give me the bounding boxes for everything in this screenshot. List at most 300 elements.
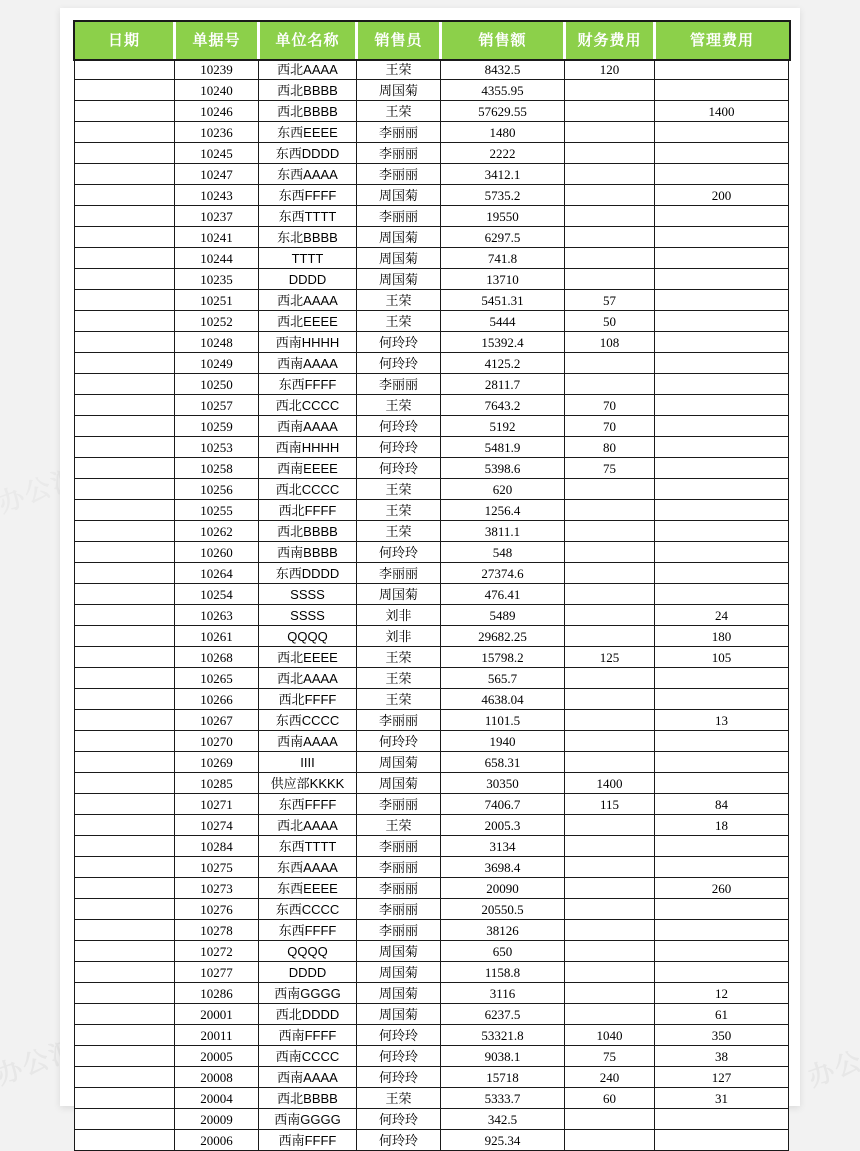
cell-mgmt[interactable]: 1400 (655, 101, 789, 122)
cell-unit[interactable]: 西北AAAA (259, 59, 357, 80)
cell-finance[interactable] (565, 374, 655, 395)
cell-doc[interactable]: 10260 (175, 542, 259, 563)
cell-mgmt[interactable] (655, 731, 789, 752)
cell-amount[interactable]: 658.31 (441, 752, 565, 773)
cell-date[interactable] (75, 794, 175, 815)
cell-date[interactable] (75, 563, 175, 584)
cell-unit[interactable]: 东西FFFF (259, 185, 357, 206)
cell-date[interactable] (75, 1088, 175, 1109)
cell-date[interactable] (75, 80, 175, 101)
cell-date[interactable] (75, 836, 175, 857)
cell-amount[interactable]: 5398.6 (441, 458, 565, 479)
cell-doc[interactable]: 10269 (175, 752, 259, 773)
cell-amount[interactable]: 1158.8 (441, 962, 565, 983)
cell-mgmt[interactable] (655, 479, 789, 500)
cell-finance[interactable] (565, 962, 655, 983)
cell-date[interactable] (75, 1025, 175, 1046)
cell-amount[interactable]: 1940 (441, 731, 565, 752)
cell-sales[interactable]: 李丽丽 (357, 836, 441, 857)
cell-finance[interactable]: 70 (565, 416, 655, 437)
cell-unit[interactable]: 西北AAAA (259, 668, 357, 689)
cell-doc[interactable]: 10272 (175, 941, 259, 962)
cell-date[interactable] (75, 1109, 175, 1130)
cell-date[interactable] (75, 248, 175, 269)
cell-finance[interactable] (565, 836, 655, 857)
cell-date[interactable] (75, 1046, 175, 1067)
cell-doc[interactable]: 20001 (175, 1004, 259, 1025)
cell-unit[interactable]: 东西CCCC (259, 710, 357, 731)
cell-doc[interactable]: 10249 (175, 353, 259, 374)
cell-amount[interactable]: 20090 (441, 878, 565, 899)
cell-finance[interactable] (565, 521, 655, 542)
cell-mgmt[interactable]: 61 (655, 1004, 789, 1025)
cell-amount[interactable]: 2222 (441, 143, 565, 164)
cell-mgmt[interactable] (655, 584, 789, 605)
cell-sales[interactable]: 周国菊 (357, 185, 441, 206)
cell-amount[interactable]: 5481.9 (441, 437, 565, 458)
cell-amount[interactable]: 3811.1 (441, 521, 565, 542)
cell-finance[interactable] (565, 80, 655, 101)
cell-date[interactable] (75, 1067, 175, 1088)
cell-finance[interactable]: 108 (565, 332, 655, 353)
cell-sales[interactable]: 王荣 (357, 479, 441, 500)
cell-unit[interactable]: 西北CCCC (259, 395, 357, 416)
cell-date[interactable] (75, 857, 175, 878)
cell-unit[interactable]: 西南FFFF (259, 1130, 357, 1151)
cell-amount[interactable]: 57629.55 (441, 101, 565, 122)
cell-amount[interactable]: 9038.1 (441, 1046, 565, 1067)
cell-amount[interactable]: 3412.1 (441, 164, 565, 185)
cell-unit[interactable]: 西北FFFF (259, 500, 357, 521)
cell-sales[interactable]: 何玲玲 (357, 1067, 441, 1088)
cell-sales[interactable]: 李丽丽 (357, 899, 441, 920)
cell-unit[interactable]: 西南AAAA (259, 731, 357, 752)
cell-sales[interactable]: 周国菊 (357, 584, 441, 605)
cell-mgmt[interactable]: 31 (655, 1088, 789, 1109)
cell-date[interactable] (75, 941, 175, 962)
cell-finance[interactable] (565, 731, 655, 752)
cell-amount[interactable]: 20550.5 (441, 899, 565, 920)
cell-sales[interactable]: 周国菊 (357, 752, 441, 773)
cell-unit[interactable]: 西南AAAA (259, 416, 357, 437)
cell-unit[interactable]: 西北AAAA (259, 290, 357, 311)
cell-mgmt[interactable] (655, 437, 789, 458)
cell-date[interactable] (75, 353, 175, 374)
cell-doc[interactable]: 10266 (175, 689, 259, 710)
cell-amount[interactable]: 8432.5 (441, 59, 565, 80)
cell-mgmt[interactable] (655, 668, 789, 689)
cell-sales[interactable]: 李丽丽 (357, 164, 441, 185)
cell-unit[interactable]: 东西FFFF (259, 794, 357, 815)
cell-unit[interactable]: SSSS (259, 605, 357, 626)
cell-date[interactable] (75, 521, 175, 542)
cell-unit[interactable]: 西北AAAA (259, 815, 357, 836)
cell-amount[interactable]: 476.41 (441, 584, 565, 605)
cell-sales[interactable]: 何玲玲 (357, 1046, 441, 1067)
cell-doc[interactable]: 10257 (175, 395, 259, 416)
cell-doc[interactable]: 10262 (175, 521, 259, 542)
cell-mgmt[interactable]: 180 (655, 626, 789, 647)
cell-amount[interactable]: 565.7 (441, 668, 565, 689)
cell-mgmt[interactable] (655, 542, 789, 563)
cell-doc[interactable]: 20009 (175, 1109, 259, 1130)
cell-mgmt[interactable] (655, 248, 789, 269)
cell-finance[interactable]: 1040 (565, 1025, 655, 1046)
cell-mgmt[interactable] (655, 290, 789, 311)
cell-date[interactable] (75, 626, 175, 647)
cell-date[interactable] (75, 542, 175, 563)
cell-amount[interactable]: 1256.4 (441, 500, 565, 521)
cell-mgmt[interactable] (655, 899, 789, 920)
cell-finance[interactable] (565, 899, 655, 920)
cell-mgmt[interactable] (655, 1109, 789, 1130)
cell-sales[interactable]: 王荣 (357, 395, 441, 416)
cell-doc[interactable]: 10235 (175, 269, 259, 290)
cell-doc[interactable]: 10239 (175, 59, 259, 80)
cell-unit[interactable]: 西南AAAA (259, 1067, 357, 1088)
cell-amount[interactable]: 5451.31 (441, 290, 565, 311)
cell-finance[interactable] (565, 563, 655, 584)
cell-unit[interactable]: 西北FFFF (259, 689, 357, 710)
cell-date[interactable] (75, 920, 175, 941)
cell-finance[interactable] (565, 122, 655, 143)
cell-mgmt[interactable] (655, 227, 789, 248)
cell-date[interactable] (75, 752, 175, 773)
cell-amount[interactable]: 5192 (441, 416, 565, 437)
cell-date[interactable] (75, 668, 175, 689)
cell-amount[interactable]: 29682.25 (441, 626, 565, 647)
cell-sales[interactable]: 李丽丽 (357, 794, 441, 815)
cell-mgmt[interactable] (655, 521, 789, 542)
cell-mgmt[interactable]: 127 (655, 1067, 789, 1088)
cell-sales[interactable]: 何玲玲 (357, 1025, 441, 1046)
cell-finance[interactable] (565, 983, 655, 1004)
cell-amount[interactable]: 4355.95 (441, 80, 565, 101)
cell-doc[interactable]: 10264 (175, 563, 259, 584)
cell-sales[interactable]: 李丽丽 (357, 374, 441, 395)
cell-sales[interactable]: 李丽丽 (357, 710, 441, 731)
cell-unit[interactable]: 西北BBBB (259, 80, 357, 101)
cell-sales[interactable]: 王荣 (357, 101, 441, 122)
cell-doc[interactable]: 10284 (175, 836, 259, 857)
cell-doc[interactable]: 10254 (175, 584, 259, 605)
cell-mgmt[interactable] (655, 941, 789, 962)
cell-finance[interactable] (565, 227, 655, 248)
cell-doc[interactable]: 10243 (175, 185, 259, 206)
cell-doc[interactable]: 10259 (175, 416, 259, 437)
cell-sales[interactable]: 李丽丽 (357, 563, 441, 584)
cell-unit[interactable]: 东北BBBB (259, 227, 357, 248)
cell-mgmt[interactable] (655, 353, 789, 374)
cell-mgmt[interactable]: 260 (655, 878, 789, 899)
cell-finance[interactable] (565, 584, 655, 605)
cell-sales[interactable]: 刘非 (357, 605, 441, 626)
column-header-amount[interactable]: 销售额 (441, 22, 565, 59)
cell-finance[interactable]: 75 (565, 458, 655, 479)
cell-finance[interactable] (565, 941, 655, 962)
cell-mgmt[interactable]: 18 (655, 815, 789, 836)
cell-sales[interactable]: 何玲玲 (357, 1109, 441, 1130)
cell-doc[interactable]: 10236 (175, 122, 259, 143)
cell-date[interactable] (75, 500, 175, 521)
cell-mgmt[interactable] (655, 416, 789, 437)
cell-amount[interactable]: 15718 (441, 1067, 565, 1088)
cell-doc[interactable]: 10244 (175, 248, 259, 269)
cell-date[interactable] (75, 815, 175, 836)
cell-unit[interactable]: DDDD (259, 269, 357, 290)
cell-sales[interactable]: 周国菊 (357, 941, 441, 962)
cell-doc[interactable]: 10286 (175, 983, 259, 1004)
cell-unit[interactable]: 东西FFFF (259, 920, 357, 941)
cell-unit[interactable]: 西北CCCC (259, 479, 357, 500)
cell-date[interactable] (75, 59, 175, 80)
cell-finance[interactable]: 75 (565, 1046, 655, 1067)
cell-doc[interactable]: 10247 (175, 164, 259, 185)
cell-mgmt[interactable] (655, 1130, 789, 1151)
cell-doc[interactable]: 10255 (175, 500, 259, 521)
cell-sales[interactable]: 王荣 (357, 647, 441, 668)
cell-date[interactable] (75, 899, 175, 920)
cell-unit[interactable]: 西北EEEE (259, 311, 357, 332)
cell-finance[interactable] (565, 542, 655, 563)
cell-unit[interactable]: 西北BBBB (259, 1088, 357, 1109)
cell-date[interactable] (75, 983, 175, 1004)
cell-unit[interactable]: 西北BBBB (259, 521, 357, 542)
cell-finance[interactable] (565, 1109, 655, 1130)
cell-unit[interactable]: 西北BBBB (259, 101, 357, 122)
cell-finance[interactable] (565, 500, 655, 521)
cell-mgmt[interactable]: 24 (655, 605, 789, 626)
cell-mgmt[interactable] (655, 500, 789, 521)
cell-date[interactable] (75, 731, 175, 752)
cell-doc[interactable]: 10276 (175, 899, 259, 920)
cell-amount[interactable]: 4125.2 (441, 353, 565, 374)
cell-date[interactable] (75, 458, 175, 479)
cell-finance[interactable] (565, 626, 655, 647)
cell-sales[interactable]: 周国菊 (357, 269, 441, 290)
cell-amount[interactable]: 925.34 (441, 1130, 565, 1151)
cell-amount[interactable]: 7406.7 (441, 794, 565, 815)
cell-mgmt[interactable] (655, 857, 789, 878)
cell-doc[interactable]: 10268 (175, 647, 259, 668)
cell-finance[interactable] (565, 164, 655, 185)
cell-amount[interactable]: 5333.7 (441, 1088, 565, 1109)
cell-amount[interactable]: 53321.8 (441, 1025, 565, 1046)
cell-amount[interactable]: 3134 (441, 836, 565, 857)
cell-mgmt[interactable]: 12 (655, 983, 789, 1004)
cell-date[interactable] (75, 374, 175, 395)
cell-unit[interactable]: 东西CCCC (259, 899, 357, 920)
cell-mgmt[interactable]: 13 (655, 710, 789, 731)
cell-amount[interactable]: 1101.5 (441, 710, 565, 731)
cell-sales[interactable]: 何玲玲 (357, 458, 441, 479)
cell-mgmt[interactable] (655, 332, 789, 353)
cell-finance[interactable] (565, 269, 655, 290)
cell-doc[interactable]: 10253 (175, 437, 259, 458)
column-header-doc[interactable]: 单据号 (175, 22, 259, 59)
cell-doc[interactable]: 10251 (175, 290, 259, 311)
cell-finance[interactable] (565, 143, 655, 164)
cell-date[interactable] (75, 437, 175, 458)
cell-sales[interactable]: 王荣 (357, 1088, 441, 1109)
cell-finance[interactable] (565, 185, 655, 206)
cell-finance[interactable] (565, 353, 655, 374)
cell-amount[interactable]: 548 (441, 542, 565, 563)
cell-doc[interactable]: 20005 (175, 1046, 259, 1067)
cell-sales[interactable]: 王荣 (357, 815, 441, 836)
cell-doc[interactable]: 10278 (175, 920, 259, 941)
cell-finance[interactable] (565, 605, 655, 626)
cell-unit[interactable]: IIII (259, 752, 357, 773)
column-header-sales[interactable]: 销售员 (357, 22, 441, 59)
cell-date[interactable] (75, 605, 175, 626)
cell-mgmt[interactable] (655, 59, 789, 80)
cell-date[interactable] (75, 647, 175, 668)
cell-doc[interactable]: 10261 (175, 626, 259, 647)
cell-doc[interactable]: 10258 (175, 458, 259, 479)
cell-date[interactable] (75, 143, 175, 164)
cell-finance[interactable] (565, 815, 655, 836)
cell-amount[interactable]: 650 (441, 941, 565, 962)
cell-finance[interactable]: 60 (565, 1088, 655, 1109)
cell-amount[interactable]: 3698.4 (441, 857, 565, 878)
cell-finance[interactable] (565, 1130, 655, 1151)
cell-finance[interactable]: 1400 (565, 773, 655, 794)
cell-finance[interactable]: 120 (565, 59, 655, 80)
cell-unit[interactable]: 供应部KKKK (259, 773, 357, 794)
cell-doc[interactable]: 10248 (175, 332, 259, 353)
cell-sales[interactable]: 周国菊 (357, 227, 441, 248)
cell-amount[interactable]: 38126 (441, 920, 565, 941)
cell-date[interactable] (75, 1004, 175, 1025)
cell-date[interactable] (75, 479, 175, 500)
cell-sales[interactable]: 李丽丽 (357, 143, 441, 164)
cell-date[interactable] (75, 332, 175, 353)
cell-sales[interactable]: 王荣 (357, 311, 441, 332)
cell-unit[interactable]: 西南HHHH (259, 437, 357, 458)
cell-amount[interactable]: 7643.2 (441, 395, 565, 416)
cell-finance[interactable] (565, 920, 655, 941)
cell-doc[interactable]: 10250 (175, 374, 259, 395)
cell-unit[interactable]: 西南GGGG (259, 1109, 357, 1130)
cell-unit[interactable]: 东西DDDD (259, 143, 357, 164)
cell-sales[interactable]: 何玲玲 (357, 353, 441, 374)
cell-sales[interactable]: 周国菊 (357, 1004, 441, 1025)
cell-unit[interactable]: 东西EEEE (259, 878, 357, 899)
cell-doc[interactable]: 10277 (175, 962, 259, 983)
cell-unit[interactable]: 西南AAAA (259, 353, 357, 374)
cell-amount[interactable]: 6297.5 (441, 227, 565, 248)
cell-mgmt[interactable] (655, 689, 789, 710)
cell-date[interactable] (75, 185, 175, 206)
cell-doc[interactable]: 10271 (175, 794, 259, 815)
cell-unit[interactable]: SSSS (259, 584, 357, 605)
cell-mgmt[interactable] (655, 962, 789, 983)
cell-finance[interactable] (565, 1004, 655, 1025)
cell-unit[interactable]: 西南HHHH (259, 332, 357, 353)
cell-sales[interactable]: 王荣 (357, 668, 441, 689)
cell-unit[interactable]: 东西AAAA (259, 164, 357, 185)
cell-mgmt[interactable] (655, 164, 789, 185)
cell-unit[interactable]: 西北EEEE (259, 647, 357, 668)
cell-date[interactable] (75, 122, 175, 143)
cell-amount[interactable]: 15392.4 (441, 332, 565, 353)
cell-mgmt[interactable] (655, 773, 789, 794)
cell-mgmt[interactable] (655, 80, 789, 101)
cell-amount[interactable]: 342.5 (441, 1109, 565, 1130)
cell-amount[interactable]: 741.8 (441, 248, 565, 269)
cell-doc[interactable]: 10270 (175, 731, 259, 752)
cell-finance[interactable] (565, 857, 655, 878)
cell-sales[interactable]: 王荣 (357, 500, 441, 521)
cell-unit[interactable]: 东西TTTT (259, 836, 357, 857)
cell-doc[interactable]: 20006 (175, 1130, 259, 1151)
cell-date[interactable] (75, 290, 175, 311)
cell-date[interactable] (75, 584, 175, 605)
cell-sales[interactable]: 李丽丽 (357, 206, 441, 227)
cell-amount[interactable]: 27374.6 (441, 563, 565, 584)
cell-finance[interactable] (565, 878, 655, 899)
cell-amount[interactable]: 19550 (441, 206, 565, 227)
cell-amount[interactable]: 2005.3 (441, 815, 565, 836)
cell-unit[interactable]: 东西AAAA (259, 857, 357, 878)
cell-finance[interactable]: 115 (565, 794, 655, 815)
column-header-mgmt[interactable]: 管理费用 (655, 22, 789, 59)
cell-mgmt[interactable] (655, 458, 789, 479)
cell-mgmt[interactable] (655, 836, 789, 857)
column-header-unit[interactable]: 单位名称 (259, 22, 357, 59)
cell-date[interactable] (75, 878, 175, 899)
cell-mgmt[interactable]: 84 (655, 794, 789, 815)
cell-unit[interactable]: QQQQ (259, 626, 357, 647)
cell-amount[interactable]: 30350 (441, 773, 565, 794)
cell-finance[interactable] (565, 101, 655, 122)
cell-sales[interactable]: 周国菊 (357, 773, 441, 794)
cell-mgmt[interactable] (655, 395, 789, 416)
cell-unit[interactable]: QQQQ (259, 941, 357, 962)
cell-date[interactable] (75, 269, 175, 290)
cell-sales[interactable]: 何玲玲 (357, 731, 441, 752)
cell-mgmt[interactable] (655, 563, 789, 584)
cell-finance[interactable] (565, 479, 655, 500)
cell-doc[interactable]: 10246 (175, 101, 259, 122)
cell-sales[interactable]: 周国菊 (357, 80, 441, 101)
cell-date[interactable] (75, 164, 175, 185)
cell-sales[interactable]: 李丽丽 (357, 920, 441, 941)
cell-finance[interactable] (565, 752, 655, 773)
cell-sales[interactable]: 李丽丽 (357, 878, 441, 899)
cell-unit[interactable]: TTTT (259, 248, 357, 269)
cell-amount[interactable]: 5735.2 (441, 185, 565, 206)
cell-sales[interactable]: 李丽丽 (357, 122, 441, 143)
cell-mgmt[interactable] (655, 311, 789, 332)
cell-sales[interactable]: 何玲玲 (357, 1130, 441, 1151)
cell-date[interactable] (75, 395, 175, 416)
cell-unit[interactable]: 西南CCCC (259, 1046, 357, 1067)
cell-amount[interactable]: 13710 (441, 269, 565, 290)
cell-unit[interactable]: 西南BBBB (259, 542, 357, 563)
cell-finance[interactable] (565, 206, 655, 227)
cell-doc[interactable]: 10245 (175, 143, 259, 164)
cell-mgmt[interactable] (655, 752, 789, 773)
cell-doc[interactable]: 10274 (175, 815, 259, 836)
cell-doc[interactable]: 20004 (175, 1088, 259, 1109)
cell-doc[interactable]: 10265 (175, 668, 259, 689)
cell-sales[interactable]: 王荣 (357, 290, 441, 311)
cell-unit[interactable]: 东西TTTT (259, 206, 357, 227)
cell-finance[interactable] (565, 710, 655, 731)
cell-amount[interactable]: 3116 (441, 983, 565, 1004)
